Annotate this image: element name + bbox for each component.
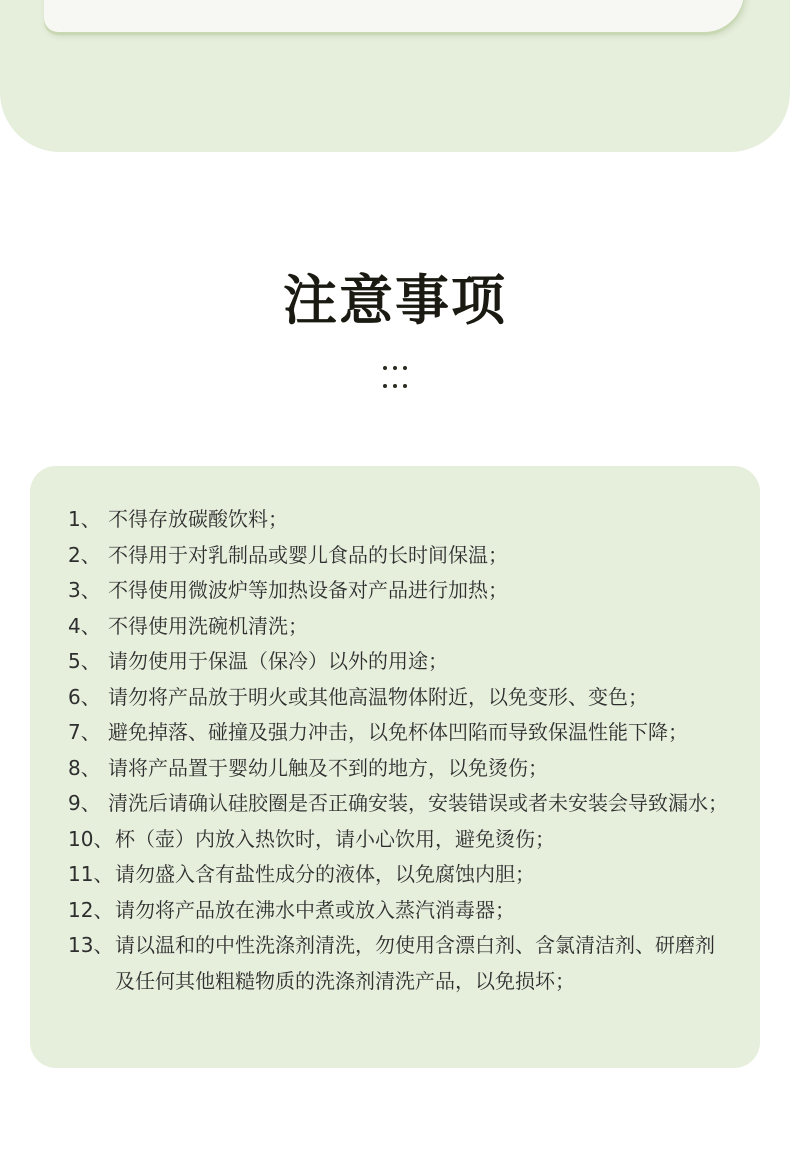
note-number: 7、 — [68, 720, 101, 744]
note-item — [68, 857, 738, 893]
note-number: 1、 — [68, 507, 101, 531]
note-text: 请以温和的中性洗涤剂清洗，勿使用含漂白剂、含氯清洁剂、研磨剂及任何其他粗糙物质的洗涤剂清洗产品，以免损坏； — [115, 933, 715, 993]
note-number: 9、 — [68, 791, 101, 815]
note-text: 杯（壶）内放入热饮时，请小心饮用，避免烫伤； — [115, 826, 555, 851]
note-text: 不得存放碳酸饮料； — [108, 507, 288, 531]
note-number: 10、 — [68, 826, 114, 851]
note-number: 4、 — [68, 613, 101, 638]
note-text: 避免掉落、碰撞及强力冲击，以免杯体凹陷而导致保温性能下降； — [108, 720, 688, 744]
note-item — [68, 751, 738, 787]
note-number: 2、 — [68, 542, 101, 567]
note-text: 请勿将产品放于明火或其他高温物体附近，以免变形、变色； — [108, 684, 648, 709]
note-item — [68, 928, 738, 999]
note-number: 13、 — [68, 933, 114, 957]
note-item — [68, 786, 738, 822]
page-title: 注意事项 — [283, 269, 507, 332]
note-text: 不得使用洗碗机清洗； — [108, 613, 308, 638]
note-text: 清洗后请确认硅胶圈是否正确安装，安装错误或者未安装会导致漏水； — [108, 791, 728, 815]
note-number: 12、 — [68, 897, 114, 922]
note-text: 请勿盛入含有盐性成分的液体，以免腐蚀内胆； — [115, 862, 535, 886]
notes-list — [68, 502, 738, 999]
note-text: 不得用于对乳制品或婴儿食品的长时间保温； — [108, 542, 508, 567]
note-number: 6、 — [68, 684, 101, 709]
note-text: 请勿将产品放在沸水中煮或放入蒸汽消毒器； — [115, 897, 515, 922]
note-text: 不得使用微波炉等加热设备对产品进行加热； — [108, 578, 508, 602]
note-item — [68, 609, 738, 645]
note-text: 请勿使用于保温（保冷）以外的用途； — [108, 649, 448, 673]
note-item — [68, 822, 738, 858]
note-number: 8、 — [68, 755, 101, 780]
note-item — [68, 502, 738, 538]
note-number: 5、 — [68, 649, 101, 673]
note-text: 请将产品置于婴幼儿触及不到的地方，以免烫伤； — [108, 755, 548, 780]
note-item — [68, 680, 738, 716]
note-item — [68, 573, 738, 609]
top-product-panel — [0, 0, 790, 152]
note-number: 11、 — [68, 862, 114, 886]
note-item — [68, 893, 738, 929]
notes-box — [30, 466, 760, 1068]
note-number: 3、 — [68, 578, 101, 602]
note-item — [68, 644, 738, 680]
dots-divider-icon — [383, 366, 409, 390]
note-item — [68, 715, 738, 751]
product-image-card — [44, 0, 744, 32]
note-item — [68, 538, 738, 574]
